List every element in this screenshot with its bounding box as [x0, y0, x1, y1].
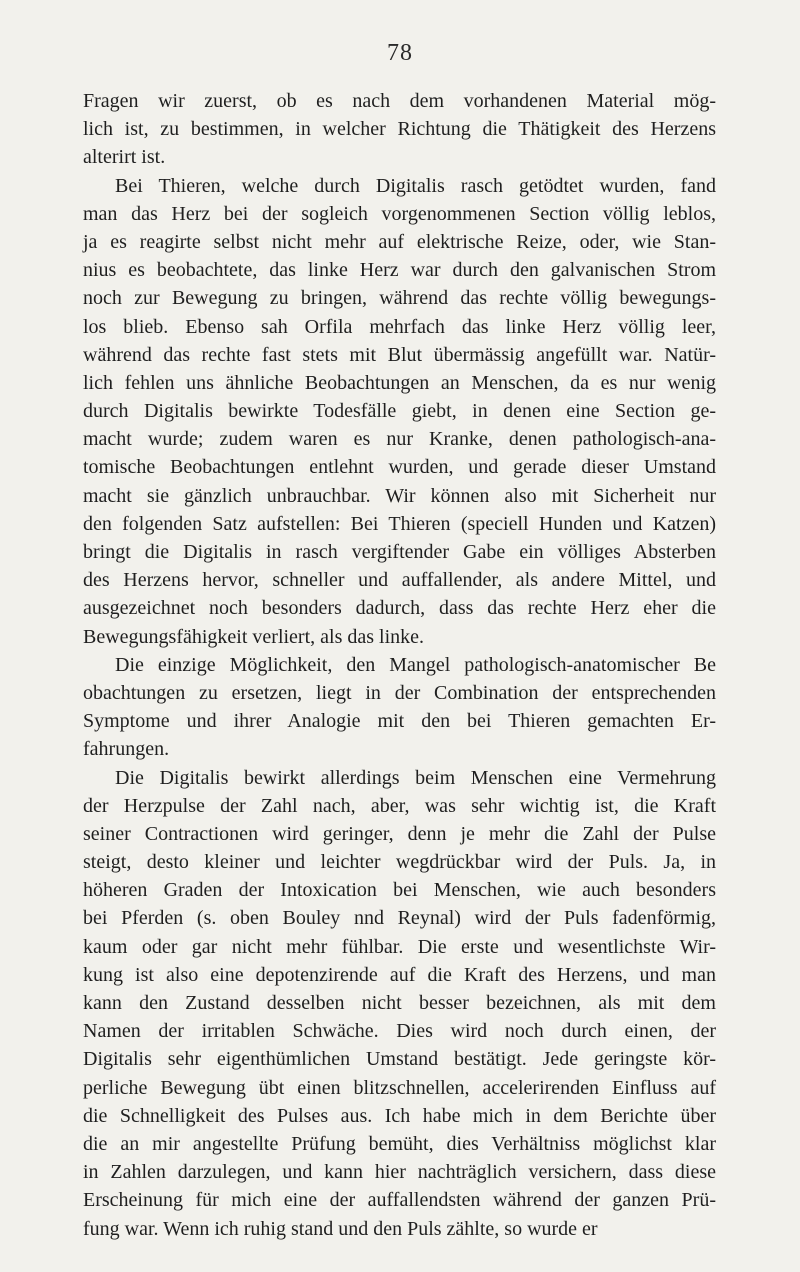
text-line: durch Digitalis bewirkte Todesfälle giebt, in denen eine Section ge- [83, 400, 716, 423]
text-line: die Schnelligkeit des Pulses aus. Ich habe mich in dem Berichte über [83, 1104, 716, 1127]
text-line: man das Herz bei der sogleich vorgenommenen Section völlig leblos, [83, 202, 716, 225]
text-line: in Zahlen darzulegen, und kann hier nachträglich versichern, dass diese [83, 1161, 716, 1184]
text-line: bei Pferden (s. oben Bouley nnd Reynal) wird der Puls fadenförmig, [83, 907, 716, 930]
text-line: Bei Thieren, welche durch Digitalis rasch getödtet wurden, fand [115, 174, 716, 197]
text-line: lich ist, zu bestimmen, in welcher Richtung die Thätigkeit des Herzens [83, 118, 716, 141]
text-line: den folgenden Satz aufstellen: Bei Thieren (speciell Hunden und Katzen) [83, 512, 716, 535]
text-line: perliche Bewegung übt einen blitzschnellen, accelerirenden Einfluss auf [83, 1076, 716, 1099]
text-line: macht wurde; zudem waren es nur Kranke, denen pathologisch-ana- [83, 428, 716, 451]
text-line: macht sie gänzlich unbrauchbar. Wir können also mit Sicherheit nur [83, 484, 716, 507]
text-line: Namen der irritablen Schwäche. Dies wird noch durch einen, der [83, 1020, 716, 1043]
text-line: tomische Beobachtungen entlehnt wurden, und gerade dieser Umstand [83, 456, 716, 479]
text-line: fung war. Wenn ich ruhig stand und den Puls zählte, so wurde er [83, 1217, 598, 1240]
text-line: los blieb. Ebenso sah Orfila mehrfach das linke Herz völlig leer, [83, 315, 716, 338]
text-line: noch zur Bewegung zu bringen, während das rechte völlig bewegungs- [83, 287, 716, 310]
text-line: Bewegungsfähigkeit verliert, als das linke. [83, 625, 425, 648]
text-line: der Herzpulse der Zahl nach, aber, was sehr wichtig ist, die Kraft [83, 794, 716, 817]
text-line: Die Digitalis bewirkt allerdings beim Menschen eine Vermehrung [115, 766, 716, 789]
body-text [83, 87, 716, 1243]
text-line: die an mir angestellte Prüfung bemüht, dies Verhältniss möglichst klar [83, 1132, 716, 1155]
text-line: Digitalis sehr eigenthümlichen Umstand bestätigt. Jede geringste kör- [83, 1048, 716, 1071]
text-line: Erscheinung für mich eine der auffallendsten während der ganzen Prü- [83, 1189, 716, 1212]
text-line: nius es beobachtete, das linke Herz war durch den galvanischen Strom [83, 259, 716, 282]
text-line: höheren Graden der Intoxication bei Menschen, wie auch besonders [83, 879, 716, 902]
text-line: Symptome und ihrer Analogie mit den bei Thieren gemachten Er- [83, 710, 716, 733]
text-line: während das rechte fast stets mit Blut übermässig angefüllt war. Natür- [83, 343, 716, 366]
text-line: Fragen wir zuerst, ob es nach dem vorhandenen Material mög- [83, 90, 716, 112]
text-line: steigt, desto kleiner und leichter wegdrückbar wird der Puls. Ja, in [83, 851, 716, 874]
text-line: alterirt ist. [83, 146, 166, 169]
text-line: seiner Contractionen wird geringer, denn je mehr die Zahl der Pulse [83, 822, 716, 845]
text-line: bringt die Digitalis in rasch vergiftender Gabe ein völliges Absterben [83, 541, 716, 563]
text-line: fahrungen. [83, 738, 170, 761]
text-line: kann den Zustand desselben nicht besser bezeichnen, als mit dem [83, 992, 716, 1014]
text-line: ja es reagirte selbst nicht mehr auf elektrische Reize, oder, wie Stan- [83, 230, 716, 253]
text-line: kung ist also eine depotenzirende auf die Kraft des Herzens, und man [83, 963, 716, 986]
text-line: obachtungen zu ersetzen, liegt in der Combination der entsprechenden [83, 681, 716, 704]
text-line: Die einzige Möglichkeit, den Mangel pathologisch-anatomischer Be [115, 653, 716, 676]
text-line: des Herzens hervor, schneller und auffallender, als andere Mittel, und [83, 569, 716, 592]
text-line: lich fehlen uns ähnliche Beobachtungen an Menschen, da es nur wenig [83, 371, 716, 394]
text-line: kaum oder gar nicht mehr fühlbar. Die erste und wesentlichste Wir- [83, 935, 716, 958]
text-line: ausgezeichnet noch besonders dadurch, dass das rechte Herz eher die [83, 597, 716, 620]
page-number: 78 [387, 40, 413, 66]
